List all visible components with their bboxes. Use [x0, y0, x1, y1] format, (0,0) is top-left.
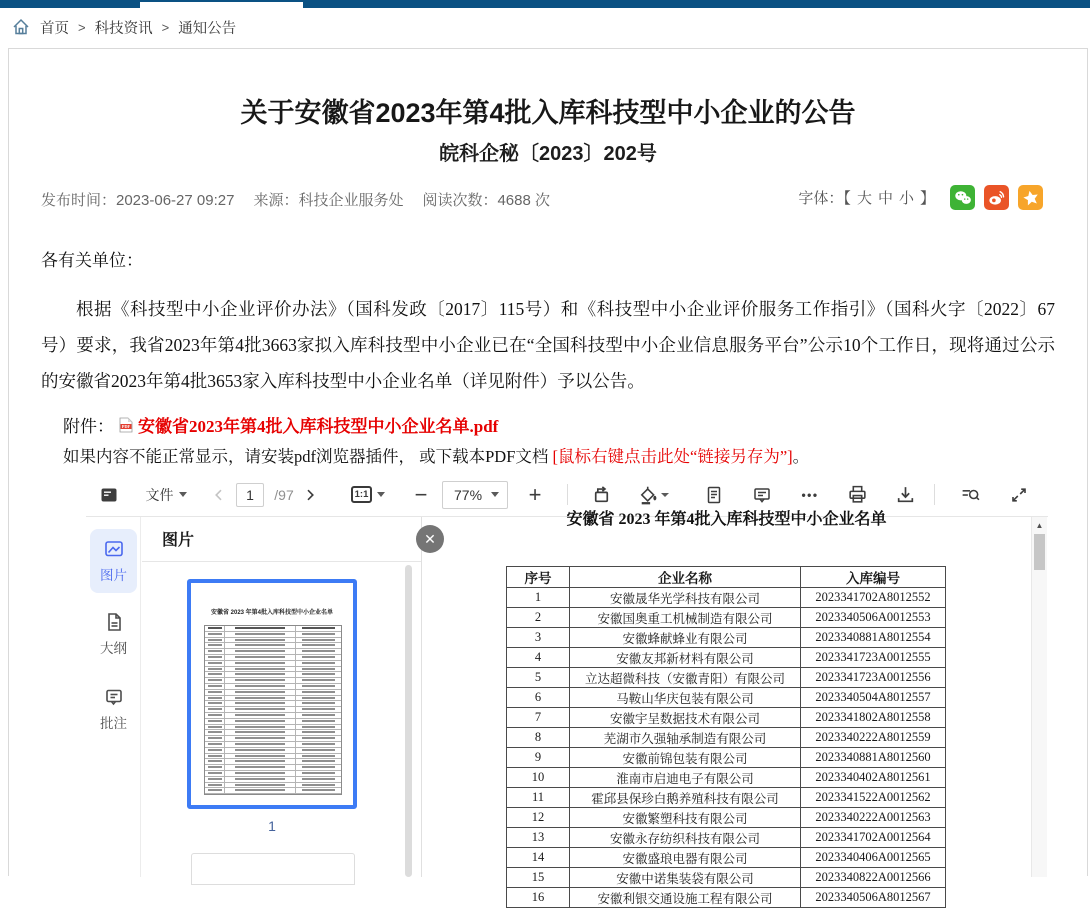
breadcrumb-separator: > [78, 19, 86, 35]
table-cell: 2023340504A8012557 [801, 688, 946, 708]
page-title: 关于安徽省2023年第4批入库科技型中小企业的公告 [240, 98, 856, 128]
table-cell: 淮南市启迪电子有限公司 [570, 768, 801, 788]
tab-outline-label: 大纲 [100, 641, 127, 656]
font-size-prefix: 字体：【 [798, 190, 851, 207]
table-cell: 安徽国奥重工机械制造有限公司 [570, 608, 801, 628]
font-size-large-button[interactable]: 大 [856, 190, 872, 207]
close-panel-button[interactable]: ✕ [416, 525, 444, 553]
toolbar-divider [934, 484, 935, 505]
next-page-button[interactable] [299, 473, 321, 516]
breadcrumb-separator: > [161, 19, 170, 35]
fit-mode-button[interactable] [344, 473, 392, 516]
chevron-down-icon [661, 493, 669, 497]
table-cell: 立达超微科技（安徽青阳）有限公司 [570, 668, 801, 688]
table-cell: 安徽宇呈数据技术有限公司 [570, 708, 801, 728]
topnav-active-tab[interactable] [140, 2, 303, 8]
publish-time: 发布时间：2023-06-27 09:27 [41, 192, 235, 209]
chevron-down-icon [179, 492, 187, 497]
table-cell: 2023340222A8012559 [801, 728, 946, 748]
file-menu-button[interactable] [141, 473, 191, 516]
zoom-value: 77% [454, 486, 483, 503]
document-number: 皖科企秘〔2023〕202号 [439, 143, 657, 165]
body-paragraph: 根据《科技型中小企业评价办法》（国科发政〔2017〕115号）和《科技型中小企业评价服务工作指引》（国科火字〔2022〕67号）要求，我省2023年第4批3663家拟入库科技型中小企业已在“全国科技型中小企业信息服务平台”公示10个工作日，现将通过公示的安徽省2023年第4批3653家入库科技型中小企业名单（详见附件）予以公告。 [41, 299, 1055, 391]
col-header-name: 企业名称 [570, 567, 801, 588]
attachment-row [63, 412, 498, 437]
table-row [507, 868, 946, 888]
table-row [507, 828, 946, 848]
table-cell: 安徽繁塑科技有限公司 [570, 808, 801, 828]
page-number-input[interactable] [236, 483, 264, 507]
font-share-tools [798, 185, 1043, 210]
thumbnail-page-number: 1 [268, 818, 276, 834]
table-cell: 2 [507, 608, 570, 628]
table-cell: 11 [507, 788, 570, 808]
font-size-suffix: 】 [919, 190, 935, 207]
table-cell: 马鞍山华庆包装有限公司 [570, 688, 801, 708]
zoom-in-button[interactable]: + [528, 481, 542, 507]
table-cell: 5 [507, 668, 570, 688]
tab-annotations-label: 批注 [100, 716, 127, 731]
chevron-down-icon [377, 492, 385, 497]
tab-annotations[interactable] [90, 677, 137, 741]
table-cell: 15 [507, 868, 570, 888]
thumb-mini-row [205, 788, 341, 794]
svg-text:PDF: PDF [121, 423, 131, 429]
table-row [507, 588, 946, 608]
thumbnail-panel [142, 517, 421, 877]
table-cell: 2023340402A8012561 [801, 768, 946, 788]
table-cell: 4 [507, 648, 570, 668]
col-header-code: 入库编号 [801, 567, 946, 588]
font-size-small-button[interactable]: 小 [898, 190, 914, 207]
tab-outline[interactable] [90, 602, 137, 666]
page-thumbnail-2[interactable] [191, 853, 355, 885]
table-cell: 安徽中诺集装袋有限公司 [570, 868, 801, 888]
font-size-control [798, 187, 935, 208]
table-row [507, 668, 946, 688]
table-row [507, 768, 946, 788]
table-row [507, 748, 946, 768]
table-row [507, 788, 946, 808]
article-meta [41, 189, 550, 210]
thumbnail-title: 安徽省 2023 年第4批入库科技型中小企业名单 [210, 610, 334, 616]
topnav-bar [0, 0, 1090, 8]
table-cell: 2023340881A8012560 [801, 748, 946, 768]
table-cell: 1 [507, 588, 570, 608]
file-menu-label: 文件 [145, 486, 174, 503]
chevron-down-icon [491, 492, 499, 497]
table-cell: 2023341723A0012556 [801, 668, 946, 688]
toolbar-divider [567, 484, 568, 505]
table-row [507, 708, 946, 728]
table-cell: 2023341702A0012564 [801, 828, 946, 848]
breadcrumb-notices[interactable]: 通知公告 [178, 20, 237, 37]
table-cell: 7 [507, 708, 570, 728]
prev-page-button[interactable] [208, 473, 230, 516]
pdf-viewer [86, 473, 1048, 906]
table-cell: 2023340822A0012566 [801, 868, 946, 888]
table-cell: 2023341702A8012552 [801, 588, 946, 608]
font-size-medium-button[interactable]: 中 [877, 190, 893, 207]
fit-1-1-icon: 1:1 [351, 486, 373, 503]
table-cell: 2023340506A8012567 [801, 888, 946, 908]
table-cell: 16 [507, 888, 570, 908]
table-cell: 6 [507, 688, 570, 708]
table-row [507, 648, 946, 668]
table-cell: 安徽前锦包装有限公司 [570, 748, 801, 768]
table-cell: 13 [507, 828, 570, 848]
table-row [507, 688, 946, 708]
breadcrumb-home[interactable]: 首页 [40, 20, 69, 37]
pdf-page [422, 511, 1031, 906]
breadcrumb [11, 15, 236, 39]
scroll-up-arrow[interactable]: ▲ [1035, 521, 1044, 530]
table-cell: 芜湖市久强轴承制造有限公司 [570, 728, 801, 748]
viewer-sidebar [86, 517, 141, 877]
source: 来源：科技企业服务处 [253, 192, 404, 209]
weibo-share-icon[interactable] [984, 185, 1009, 210]
table-cell: 2023341522A0012562 [801, 788, 946, 808]
page-total: /97 [274, 486, 294, 503]
table-cell: 14 [507, 848, 570, 868]
table-row [507, 628, 946, 648]
table-header-row [507, 567, 946, 588]
table-row [507, 808, 946, 828]
col-header-index: 序号 [507, 567, 570, 588]
table-cell: 安徽晟华光学科技有限公司 [570, 588, 801, 608]
view-count: 阅读次数：4688 次 [422, 192, 550, 209]
table-cell: 2023340881A8012554 [801, 628, 946, 648]
more-options-button[interactable]: ••• [801, 487, 819, 502]
save-as-link[interactable]: [鼠标右键点击此处“链接另存为”] [552, 447, 793, 466]
table-cell: 2023340406A0012565 [801, 848, 946, 868]
thumbnail-mini-table [204, 625, 342, 795]
pdf-hint-row [63, 443, 809, 467]
thumbnail-scrollbar[interactable] [405, 565, 412, 877]
tab-images[interactable] [90, 529, 137, 593]
scrollbar-thumb[interactable] [1034, 534, 1045, 570]
table-row [507, 608, 946, 628]
favorite-star-icon[interactable] [1018, 185, 1043, 210]
panel-divider [142, 561, 421, 562]
table-row [507, 728, 946, 748]
table-cell: 2023340506A0012553 [801, 608, 946, 628]
hint-text: 如果内容不能正常显示，请安装pdf浏览器插件， 或下载本PDF文档 [63, 447, 553, 466]
article-card [8, 48, 1088, 906]
table-cell: 9 [507, 748, 570, 768]
table-cell: 2023340222A0012563 [801, 808, 946, 828]
zoom-out-button[interactable]: − [414, 481, 428, 507]
hint-suffix: 。 [792, 447, 810, 466]
table-cell: 8 [507, 728, 570, 748]
attachment-label: 附件： [63, 417, 114, 436]
table-cell: 2023341802A8012558 [801, 708, 946, 728]
table-cell: 霍邱县保珍白鹅养殖科技有限公司 [570, 788, 801, 808]
thumbnail-panel-title: 图片 [162, 532, 195, 549]
salutation: 各有关单位： [41, 251, 143, 270]
sidebar-toggle-button[interactable] [96, 473, 122, 516]
pdf-page-title: 安徽省 2023 年第4批入库科技型中小企业名单 [566, 511, 887, 528]
table-cell: 3 [507, 628, 570, 648]
table-cell: 安徽友邦新材料有限公司 [570, 648, 801, 668]
table-cell: 安徽利银交通设施工程有限公司 [570, 888, 801, 908]
viewer-scrollbar[interactable] [1031, 517, 1047, 877]
wechat-share-icon[interactable] [950, 185, 975, 210]
page-thumbnail-1[interactable] [187, 579, 357, 809]
table-row [507, 888, 946, 908]
page-number-field [236, 473, 264, 516]
home-icon[interactable] [11, 17, 31, 37]
table-cell: 安徽永存纺织科技有限公司 [570, 828, 801, 848]
tab-images-label: 图片 [100, 568, 127, 583]
table-cell: 12 [507, 808, 570, 828]
pdf-file-icon [119, 417, 133, 433]
table-cell: 10 [507, 768, 570, 788]
company-table [506, 566, 946, 908]
attachment-pdf-link[interactable]: 安徽省2023年第4批入库科技型中小企业名单.pdf [138, 417, 499, 436]
table-row [507, 848, 946, 868]
table-cell: 安徽蜂献蜂业有限公司 [570, 628, 801, 648]
table-cell: 安徽盛琅电器有限公司 [570, 848, 801, 868]
table-cell: 2023341723A0012555 [801, 648, 946, 668]
breadcrumb-news[interactable]: 科技资讯 [94, 20, 153, 37]
